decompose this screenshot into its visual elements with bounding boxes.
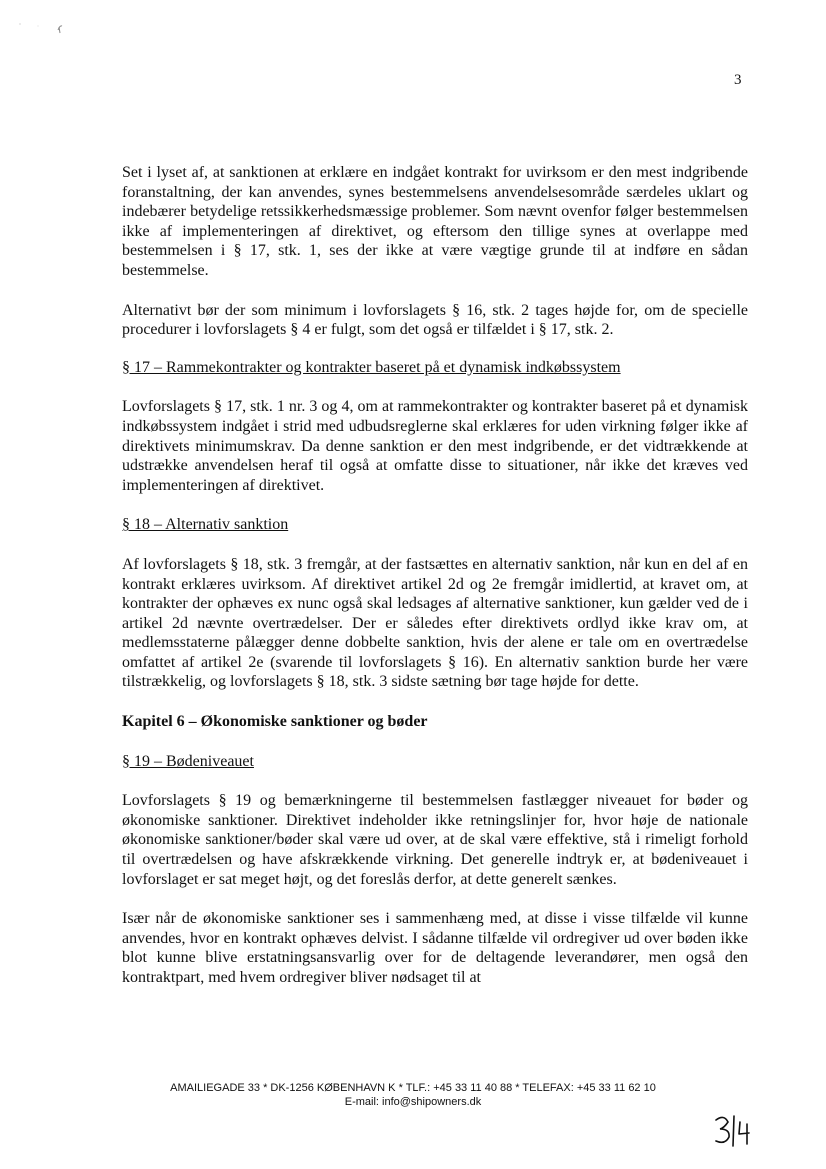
section-heading-17: § 17 – Rammekontrakter og kontrakter baseret på et dynamisk indkøbssystem [122,358,621,376]
footer-address: AMAILIEGADE 33 * DK-1256 KØBENHAVN K * TLF.: +45 33 11 40 88 * TELEFAX: +45 33 11 62 10 [170,1082,656,1094]
section-heading-18: § 18 – Alternativ sanktion [122,516,289,534]
section-heading-19: § 19 – Bødeniveauet [122,752,254,770]
paragraph-framework-contracts: Lovforslagets § 17, stk. 1 nr. 3 og 4, om at rammekontrakter og kontrakter baseret på et dynamisk indkøbssystem indgået i strid med udbudsreglerne skal erklæres for uden virkning følger ikke af direktivets minimumskrav. Da denne sanktion er den mest indgribende, er det vidtrækkende at udstrække anvendelsen heraf til også at omfatte disse to situationer, når ikke det kræves ved implementeringen af direktivet. [122,398,748,494]
footer-email: E-mail: info@shipowners.dk [344,1096,482,1108]
paragraph-economic-sanctions: Især når de økonomiske sanktioner ses i sammenhæng med, at disse i visse tilfælde vil kunne anvendes, hvor en kontrakt ophæves delvist. I sådanne tilfælde vil ordregiver ud over bøden ikke blot kunne blive erstatningsansvarlig over for de deltagende leverandører, men også den kontraktpart, med hvem ordregiver bliver nødsaget til at [122,910,748,986]
paragraph-alternative-sanction: Af lovforslagets § 18, stk. 3 fremgår, at der fastsættes en alternativ sanktion, når kun en del af en kontrakt erklæres uvirksom. Af direktivet artikel 2d og 2e fremgår imidlertid, at kravet om, at kontrakter der ophæves ex nunc også skal ledsages af alternative sanktioner, kun gælder ved de i artikel 2d nævnte overtrædelser. Der er således efter direktivets ordlyd ikke krav om, at medlemsstaterne pålægger denne dobbelte sanktion, hvis der alene er tale om en overtrædelse omfattet af artikel 2e (svarende til lovforslagets § 16). En alternativ sanktion burde her være tilstrækkelig, og lovforslagets § 18, stk. 3 sidste sætning bør tage højde for dette. [122,555,748,691]
scan-artifact-mark [8,18,68,38]
page-number: 3 [734,72,742,88]
document-body [122,163,748,988]
paragraph-fine-level: Lovforslagets § 19 og bemærkningerne til bestemmelsen fastlægger niveauet for bøder og økonomiske sanktioner. Direktivet indeholder ikke retningslinjer for, hvor høje de nationale økonomiske sanktioner/bøder skal være ud over, at de skal være effektive, stå i rimeligt forhold til overtrædelsen og have afskrækkende virkning. Det generelle indtryk er, at bødeniveauet i lovforslaget er sat meget højt, og det foreslås derfor, at dette generelt sænkes. [122,792,748,888]
chapter-heading-6: Kapitel 6 – Økonomiske sanktioner og bøder [122,713,428,731]
letterhead-footer [0,1081,826,1109]
handwritten-page-note [712,1112,752,1148]
paragraph-alternative: Alternativt bør der som minimum i lovforslagets § 16, stk. 2 tages højde for, om de specielle procedurer i lovforslagets § 4 er fulgt, som det også er tilfældet i § 17, stk. 2. [122,301,748,339]
paragraph-effectiveness: Set i lyset af, at sanktionen at erklære en indgået kontrakt for uvirksom er den mest indgribende foranstaltning, der kan anvendes, synes bestemmelsens anvendelsesområde særdeles uklart og indebærer betydelige retssikkerhedsmæssige problemer. Som nævnt ovenfor følger bestemmelsen ikke af implementeringen af direktivet, og eftersom den tillige synes at overlappe med bestemmelsen i § 17, stk. 1, ses der ikke at være vægtige grunde til at indføre en sådan bestemmelse. [122,164,748,279]
